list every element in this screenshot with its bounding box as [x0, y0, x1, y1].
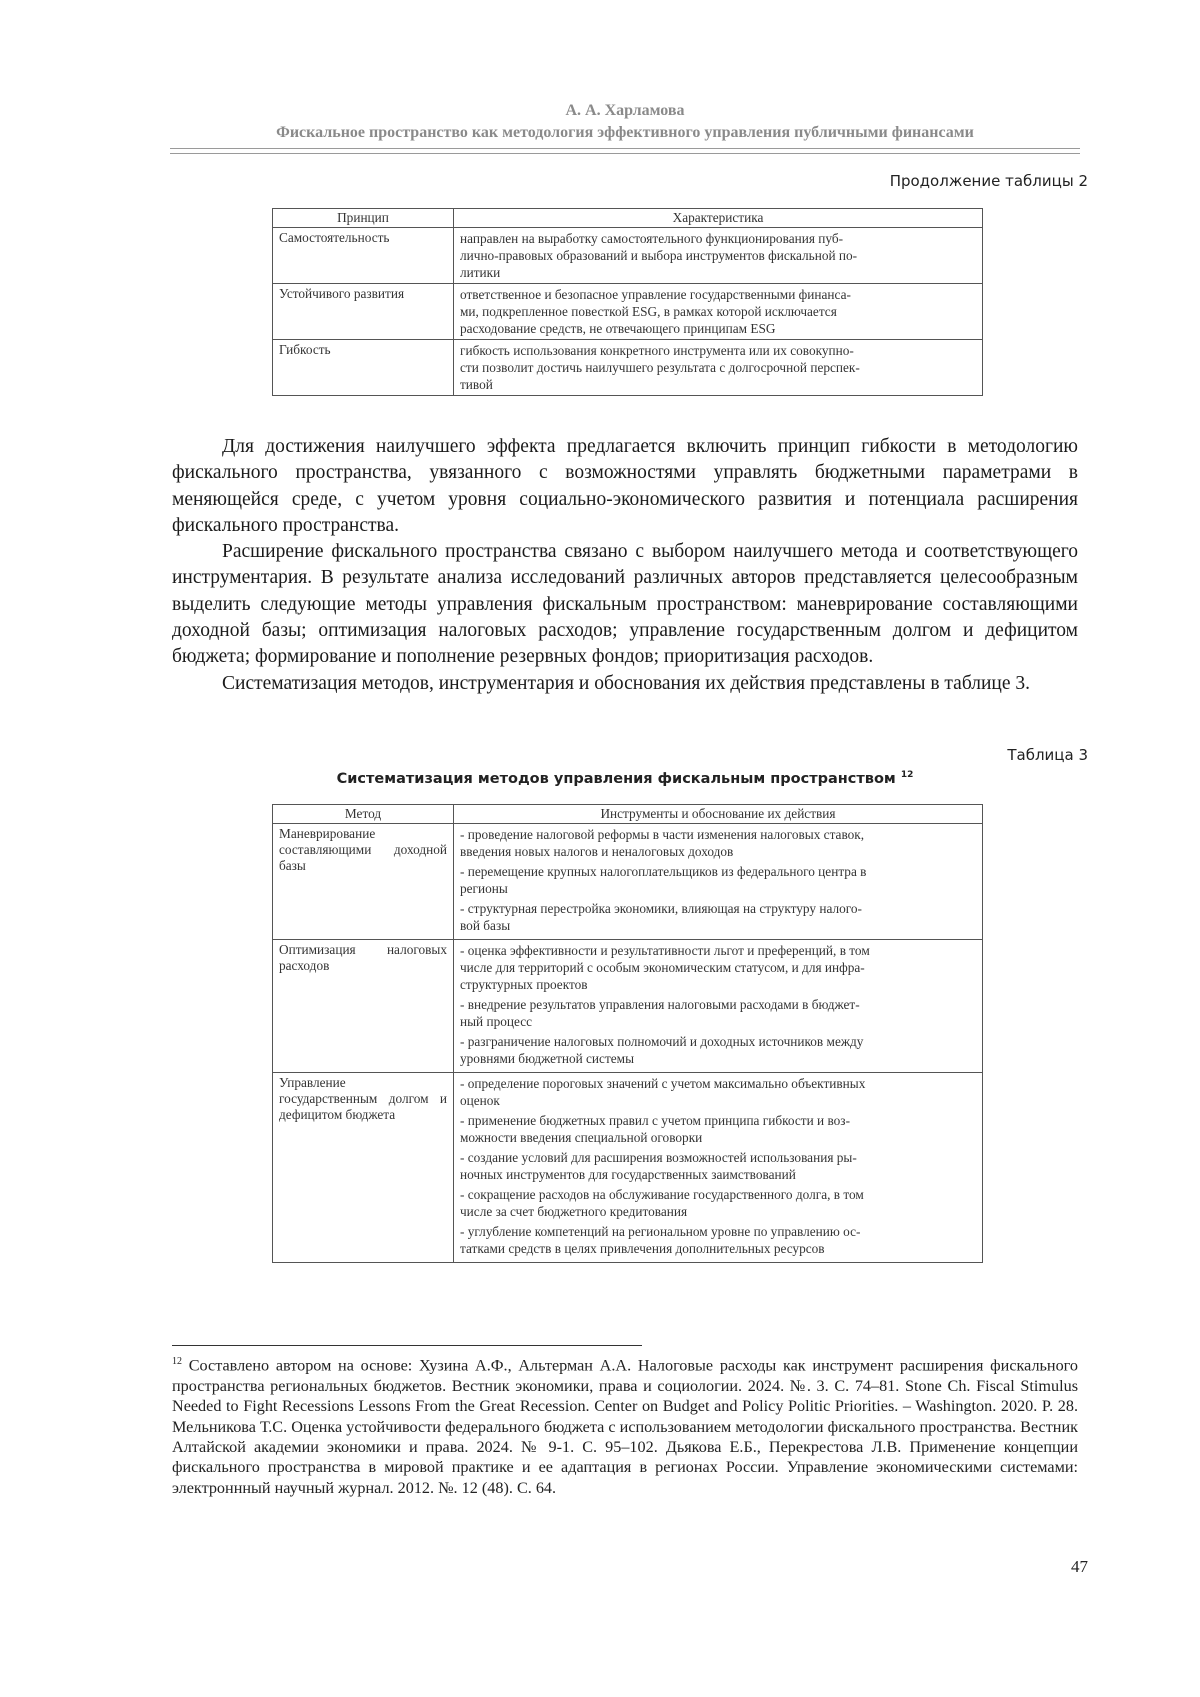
cell-line: гибкость использования конкретного инструмента или их совокупно- — [460, 343, 854, 358]
header-rule — [170, 148, 1080, 149]
tool-item — [460, 826, 976, 860]
cell-line: - определение пороговых значений с учетом максимально объективных — [460, 1076, 866, 1091]
cell-line: сти позволит достичь наилучшего результата с долгосрочной перспек- — [460, 360, 860, 375]
header-rule-2 — [170, 153, 1080, 154]
cell-line: расходование средств, не отвечающего принципам ESG — [460, 321, 776, 336]
table2-col-characteristic: Характеристика — [454, 209, 983, 228]
table3-label: Таблица 3 — [1007, 746, 1088, 764]
tool-item — [460, 900, 976, 934]
cell-line: числе для территорий с особым экономическим статусом, и для инфра- — [460, 960, 865, 975]
cell-line: тивой — [460, 377, 493, 392]
table3-method: Управление государственным долгом и дефицитом бюджета — [273, 1073, 454, 1263]
cell-line: - создание условий для расширения возможностей использования ры- — [460, 1150, 857, 1165]
table-row — [273, 824, 983, 940]
table2-header-row — [273, 209, 983, 228]
table3-tools — [454, 1073, 983, 1263]
table3-tools — [454, 940, 983, 1073]
cell-line: направлен на выработку самостоятельного функционирования пуб- — [460, 231, 844, 246]
paragraph: Систематизация методов, инструментария и обоснования их действия представлены в таблице 3. — [222, 672, 1031, 694]
tool-item — [460, 1186, 976, 1220]
cell-line: - перемещение крупных налогоплательщиков из федерального центра в — [460, 864, 867, 879]
table3-title-footnote-ref: 12 — [900, 770, 914, 780]
table-row — [273, 940, 983, 1073]
header-author: А. А. Харламова — [565, 102, 685, 119]
table3-method: Маневрирование составляющими доходной базы — [273, 824, 454, 940]
cell-line: уровнями бюджетной системы — [460, 1051, 635, 1066]
table3-col-method: Метод — [273, 805, 454, 824]
table2-col-principle: Принцип — [273, 209, 454, 228]
table2-characteristic — [454, 284, 983, 340]
cell-line: введения новых налогов и неналоговых доходов — [460, 844, 734, 859]
table2-continuation-label: Продолжение таблицы 2 — [889, 172, 1088, 190]
cell-line: регионы — [460, 881, 508, 896]
table2-characteristic — [454, 340, 983, 396]
table3-col-tools: Инструменты и обоснование их действия — [454, 805, 983, 824]
tool-item — [460, 1033, 976, 1067]
cell-line: - сокращение расходов на обслуживание государственного долга, в том — [460, 1187, 864, 1202]
cell-line: - оценка эффективности и результативности льгот и преференций, в том — [460, 943, 870, 958]
table3-title-text: Систематизация методов управления фискальным пространством — [336, 770, 896, 787]
table3-header-row — [273, 805, 983, 824]
tool-item — [460, 996, 976, 1030]
tool-item — [460, 1223, 976, 1257]
cell-line: можности введения специальной оговорки — [460, 1130, 703, 1145]
table2-principle: Гибкость — [273, 340, 454, 396]
table3-method: Оптимизация налоговых расходов — [273, 940, 454, 1073]
footnote-ref: 12 — [172, 1356, 182, 1367]
cell-line: лично-правовых образований и выбора инструментов фискальной по- — [460, 248, 858, 263]
tool-item — [460, 942, 976, 993]
header-title: Фискальное пространство как методология эффективного управления публичными финансами — [276, 124, 974, 141]
table3-tools — [454, 824, 983, 940]
footnote-text: Составлено автором на основе: Хузина А.Ф., Альтерман А.А. Налоговые расходы как инструмент расширения фискального пространства региональных бюджетов. Вестник экономики, права и социологии. 2024. №. 3. С. 74–81. Stone Ch. Fiscal Stimulus Needed to Fight Recessions Lessons From the Great Recession. Center on Budget and Policy Politic Priorities. – Washington. 2020. P. 28. Мельникова Т.С. Оценка устойчивости федерального бюджета с использованием методологии фискального пространства. Вестник Алтайской академии экономики и права. 2024. № 9-1. С. 95–102. Дьякова Е.Б., Перекрестова Л.В. Применение концепции фискального пространства в мировой практике и ее адаптация в регионах России. Управление экономическими системами: электроннный научный журнал. 2012. №. 12 (48). С. 64. — [172, 1356, 1079, 1497]
cell-line: - структурная перестройка экономики, влияющая на структуру налого- — [460, 901, 862, 916]
table-row — [273, 228, 983, 284]
page-number: 47 — [1071, 1557, 1088, 1576]
table2-characteristic — [454, 228, 983, 284]
cell-line: ответственное и безопасное управление государственными финанса- — [460, 287, 851, 302]
cell-line: - применение бюджетных правил с учетом принципа гибкости и воз- — [460, 1113, 850, 1128]
cell-line: - разграничение налоговых полномочий и доходных источников между — [460, 1034, 864, 1049]
running-header — [170, 100, 1080, 144]
cell-line: ми, подкрепленное повесткой ESG, в рамках которой исключается — [460, 304, 837, 319]
cell-line: - проведение налоговой реформы в части изменения налоговых ставок, — [460, 827, 865, 842]
tool-item — [460, 1075, 976, 1109]
cell-line: структурных проектов — [460, 977, 588, 992]
cell-line: числе за счет бюджетного кредитования — [460, 1204, 688, 1219]
cell-line: ный процесс — [460, 1014, 533, 1029]
tool-item — [460, 1112, 976, 1146]
cell-line: ночных инструментов для государственных заимствований — [460, 1167, 796, 1182]
table-row — [273, 340, 983, 396]
cell-line: литики — [460, 265, 501, 280]
cell-line: - углубление компетенций на региональном уровне по управлению ос- — [460, 1224, 861, 1239]
tool-item — [460, 863, 976, 897]
table3 — [272, 804, 983, 1263]
cell-line: татками средств в целях привлечения дополнительных ресурсов — [460, 1241, 825, 1256]
footnote-rule — [172, 1345, 642, 1346]
cell-line: вой базы — [460, 918, 511, 933]
body-text — [172, 434, 1078, 697]
table2-principle: Самостоятельность — [273, 228, 454, 284]
cell-line: оценок — [460, 1093, 500, 1108]
cell-line: - внедрение результатов управления налоговыми расходами в бюджет- — [460, 997, 860, 1012]
table-row — [273, 284, 983, 340]
table-row — [273, 1073, 983, 1263]
table3-title — [170, 770, 1080, 787]
tool-item — [460, 1149, 976, 1183]
table2-principle: Устойчивого развития — [273, 284, 454, 340]
footnote — [172, 1352, 1078, 1498]
paragraph: Расширение фискального пространства связано с выбором наилучшего метода и соответствующего инструментария. В результате анализа исследований различных авторов представляется целесообразным выделить следующие методы управления фискальным пространством: маневрирование составляющими доходной базы; оптимизация налоговых расходов; управление государственным долгом и дефицитом бюджета; формирование и пополнение резервных фондов; приоритизация расходов. — [172, 541, 1078, 668]
table2 — [272, 208, 983, 396]
paragraph: Для достижения наилучшего эффекта предлагается включить принцип гибкости в методологию фискального пространства, увязанного с возможностями управлять бюджетными параметрами в меняющейся среде, с учетом уровня социально-экономического развития и потенциала расширения фискального пространства. — [172, 436, 1078, 536]
